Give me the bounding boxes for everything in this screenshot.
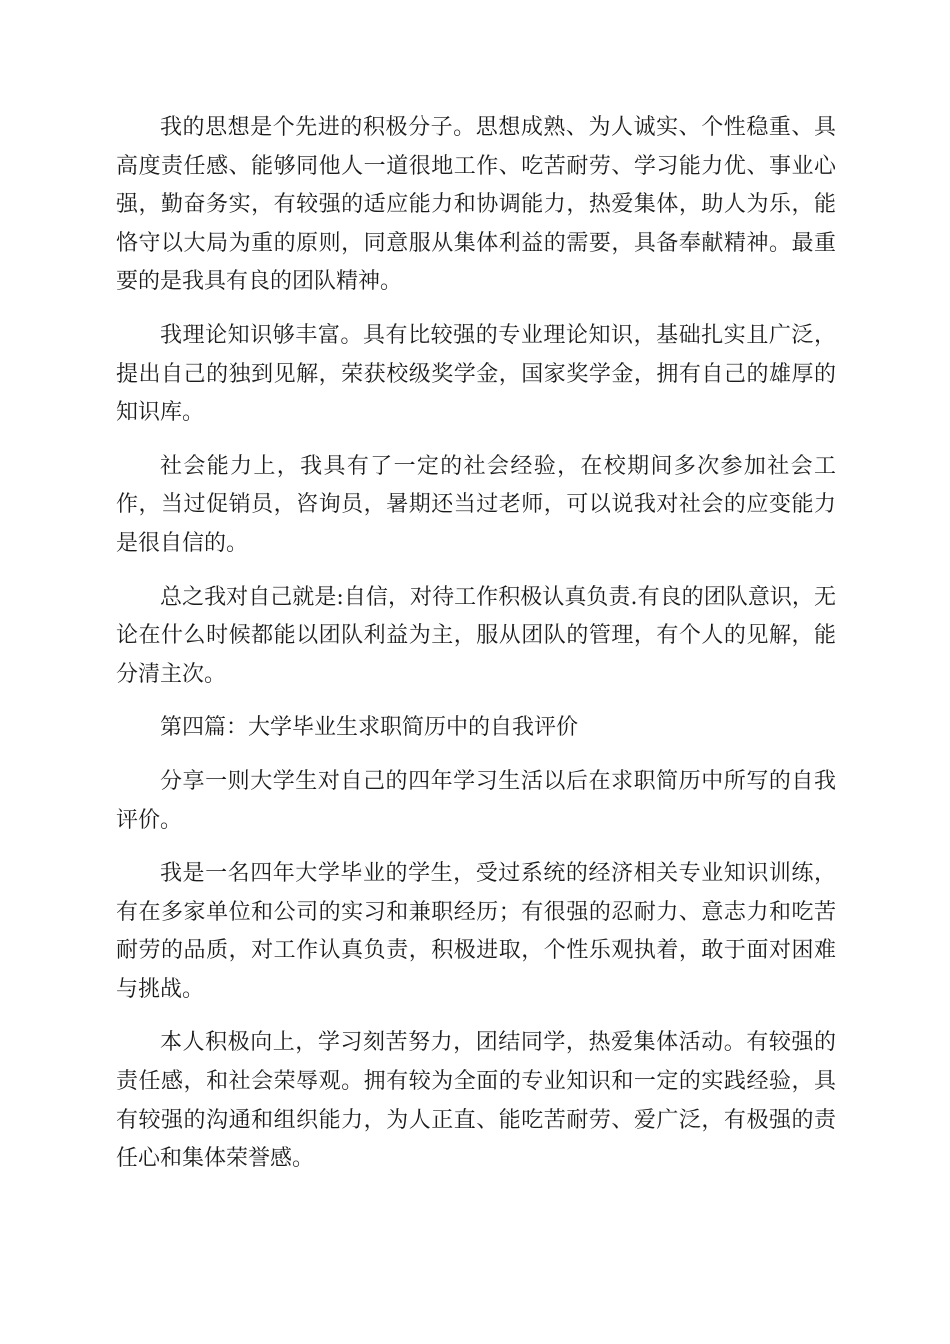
document-page bbox=[116, 109, 836, 1194]
section-heading: 第四篇：大学毕业生求职简历中的自我评价 bbox=[160, 715, 579, 741]
paragraph-intro: 分享一则大学生对自己的四年学习生活以后在求职简历中所写的自我评价。 bbox=[116, 768, 836, 833]
paragraph-personal-qualities: 本人积极向上，学习刻苦努力，团结同学，热爱集体活动。有较强的责任感，和社会荣辱观。拥有较为全面的专业知识和一定的实践经验，具有较强的沟通和组织能力，为人正直、能吃苦耐劳、爱广泛，有极强的责任心和集体荣誉感。 bbox=[116, 1030, 836, 1172]
paragraph-theory-knowledge: 我理论知识够丰富。具有比较强的专业理论知识，基础扎实且广泛，提出自己的独到见解，荣获校级奖学金，国家奖学金，拥有自己的雄厚的知识库。 bbox=[116, 322, 836, 426]
paragraph-social-ability: 社会能力上，我具有了一定的社会经验，在校期间多次参加社会工作，当过促销员，咨询员，暑期还当过老师，可以说我对社会的应变能力是很自信的。 bbox=[116, 453, 836, 556]
paragraph-ideology: 我的思想是个先进的积极分子。思想成熟、为人诚实、个性稳重、具高度责任感、能够同他人一道很地工作、吃苦耐劳、学习能力优、事业心强，勤奋务实，有较强的适应能力和协调能力，热爱集体，助人为乐，能恪守以大局为重的原则，同意服从集体利益的需要，具备奉献精神。最重要的是我具有良的团队精神。 bbox=[116, 115, 836, 295]
paragraph-graduate-profile: 我是一名四年大学毕业的学生，受过系统的经济相关专业知识训练，有在多家单位和公司的实习和兼职经历；有很强的忍耐力、意志力和吃苦耐劳的品质，对工作认真负责，积极进取，个性乐观执着，敢于面对困难与挑战。 bbox=[116, 861, 836, 1002]
paragraph-summary: 总之我对自己就是:自信，对待工作积极认真负责.有良的团队意识，无论在什么时候都能以团队利益为主，服从团队的管理，有个人的见解，能分清主次。 bbox=[116, 584, 836, 687]
